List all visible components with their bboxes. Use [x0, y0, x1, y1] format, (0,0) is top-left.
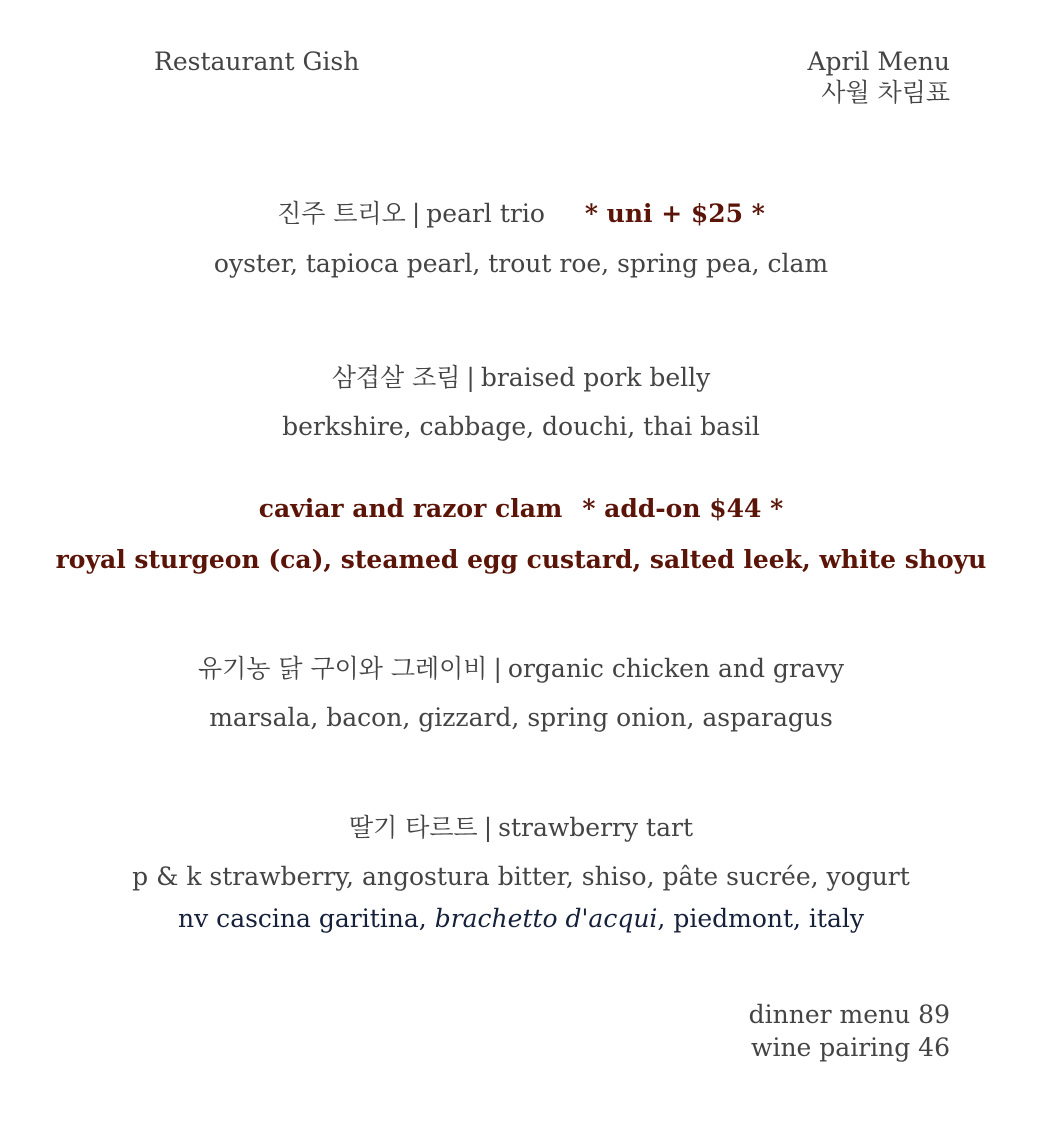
course-supplement: * uni + $25 *: [584, 199, 765, 228]
course-separator: |: [483, 813, 493, 842]
course-name-en: pearl trio: [426, 199, 545, 228]
course-title-caviar-razor-clam: [0, 492, 1042, 526]
menu-title-en: April Menu: [807, 47, 950, 76]
course-ingredients: oyster, tapioca pearl, trout roe, spring pea, clam: [213, 249, 829, 278]
course-name-en: strawberry tart: [498, 813, 693, 842]
price-list: [749, 998, 950, 1064]
restaurant-name: Restaurant Gish: [154, 47, 360, 76]
course-name-ko: 유기농 닭 구이와 그레이비: [197, 654, 488, 683]
wine-pairing-price: wine pairing 46: [751, 1033, 950, 1062]
course-title-pearl-trio: [0, 197, 1042, 231]
course-separator: |: [493, 654, 502, 683]
course-title-strawberry-tart: [0, 811, 1042, 845]
course-ingredients: marsala, bacon, gizzard, spring onion, asparagus: [209, 703, 833, 732]
course-name-en: caviar and razor clam: [258, 494, 563, 523]
course-ingredients: p & k strawberry, angostura bitter, shiso, pâte sucrée, yogurt: [132, 862, 910, 891]
course-separator: |: [411, 199, 421, 228]
course-title-braised-pork-belly: [0, 361, 1042, 395]
course-separator: |: [466, 363, 475, 392]
course-name-en: organic chicken and gravy: [507, 654, 845, 683]
course-supplement: * add-on $44 *: [582, 494, 784, 523]
wine-region: , piedmont, italy: [657, 904, 864, 933]
course-name-ko: 딸기 타르트: [349, 813, 478, 842]
wine-producer: nv cascina garitina,: [178, 904, 427, 933]
course-name-en: braised pork belly: [480, 363, 711, 392]
wine-name: brachetto d'acqui: [434, 904, 658, 933]
dinner-menu-price: dinner menu 89: [748, 1000, 950, 1029]
menu-title-ko: 사월 차림표: [821, 78, 950, 107]
course-name-ko: 진주 트리오: [277, 199, 406, 228]
course-ingredients: royal sturgeon (ca), steamed egg custard, salted leek, white shoyu: [55, 545, 987, 574]
course-name-ko: 삼겹살 조림: [331, 363, 461, 392]
wine-pairing-note: [0, 902, 1042, 936]
menu-title: [807, 46, 950, 108]
course-title-organic-chicken: [0, 652, 1042, 686]
course-ingredients: berkshire, cabbage, douchi, thai basil: [282, 412, 760, 441]
